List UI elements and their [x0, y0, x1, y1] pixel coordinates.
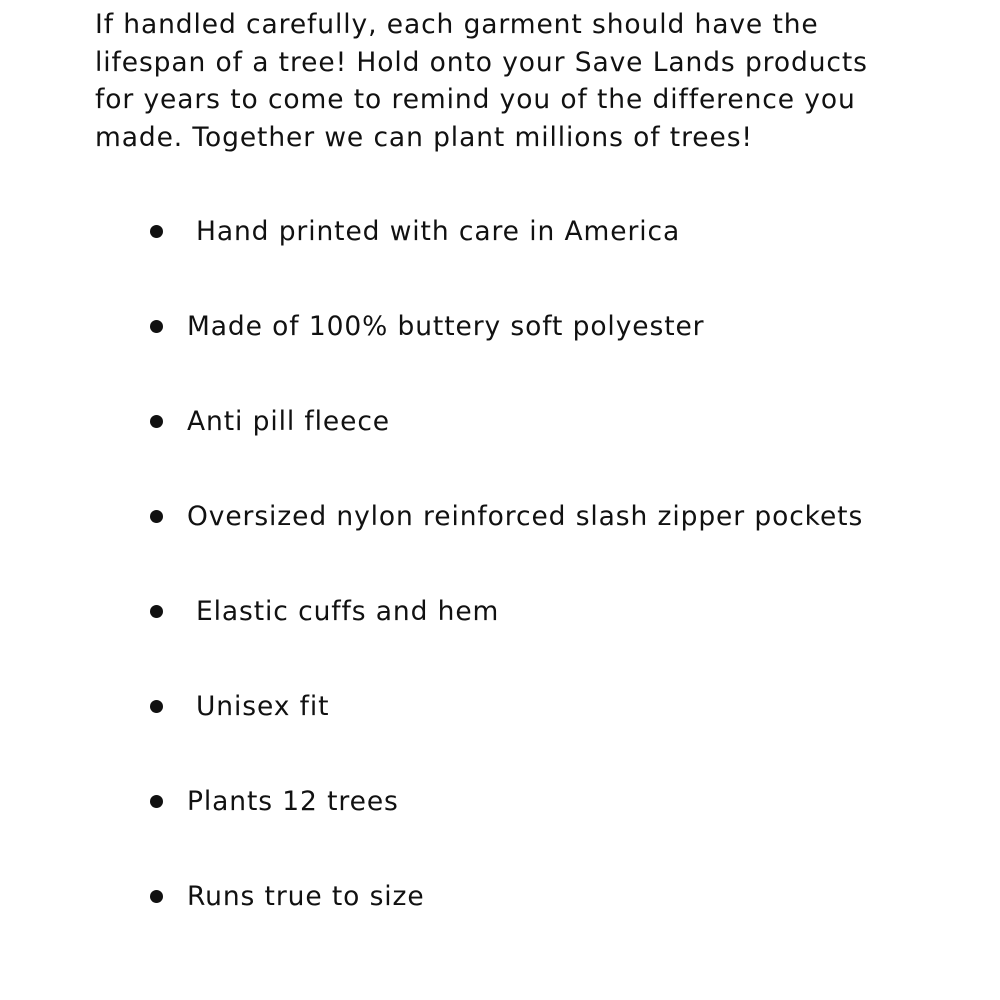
feature-text: Made of 100% buttery soft polyester — [187, 311, 705, 342]
feature-text: Unisex fit — [196, 691, 330, 722]
feature-item — [0, 782, 1000, 822]
feature-text: Oversized nylon reinforced slash zipper pockets — [187, 501, 864, 532]
bullet-icon — [150, 510, 163, 523]
bullet-icon — [150, 225, 163, 238]
intro-line: for years to come to remind you of the difference you — [95, 84, 856, 115]
bullet-icon — [150, 415, 163, 428]
feature-item — [0, 402, 1000, 442]
bullet-icon — [150, 795, 163, 808]
bullet-icon — [150, 605, 163, 618]
feature-item — [0, 592, 1000, 632]
feature-text: Hand printed with care in America — [196, 216, 681, 247]
feature-item — [0, 212, 1000, 252]
bullet-icon — [150, 320, 163, 333]
intro-paragraph — [95, 6, 975, 156]
intro-line: lifespan of a tree! Hold onto your Save Lands products — [95, 46, 868, 78]
feature-item — [0, 307, 1000, 347]
feature-item — [0, 497, 1000, 537]
intro-line: made. Together we can plant millions of trees! — [95, 121, 753, 153]
feature-text: Plants 12 trees — [187, 786, 399, 817]
intro-line: If handled carefully, each garment should have the — [95, 9, 819, 40]
feature-item — [0, 687, 1000, 727]
feature-text: Runs true to size — [187, 881, 425, 912]
feature-text: Anti pill fleece — [187, 406, 391, 437]
bullet-icon — [150, 700, 163, 713]
bullet-icon — [150, 890, 163, 903]
feature-item — [0, 877, 1000, 917]
feature-text: Elastic cuffs and hem — [196, 596, 500, 627]
